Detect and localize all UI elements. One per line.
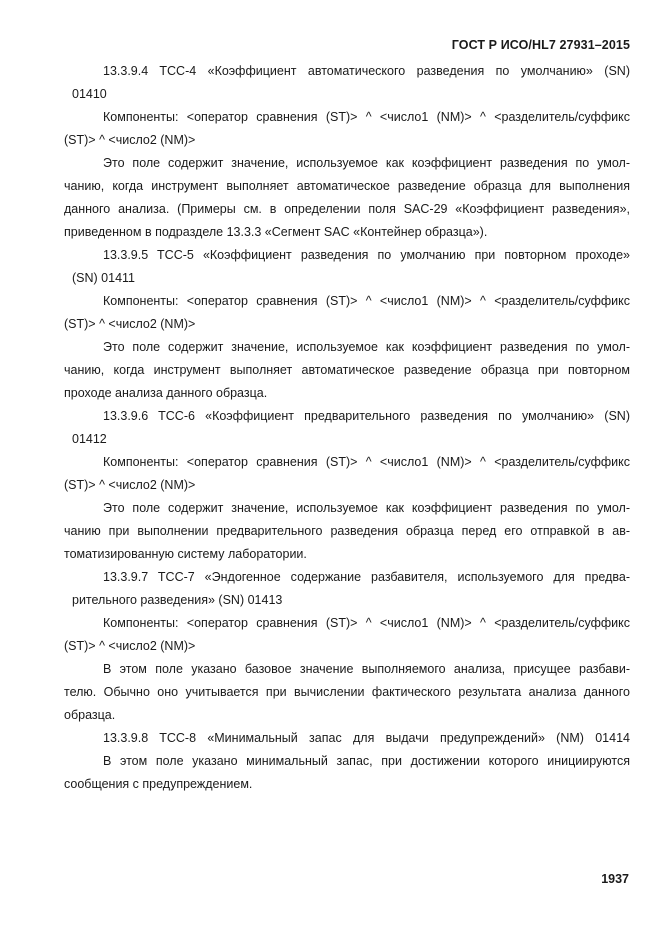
text-line: (ST)> ^ <число2 (NM)> [64,317,196,331]
text-line: Компоненты: <оператор сравнения (ST)> ^ <число1 (NM)> ^ <разделитель/суффикс [103,616,630,630]
text-line: Это поле содержит значение, используемое как коэффициент разведения по умол- [103,501,630,515]
text-line: 13.3.9.5 TCC-5 «Коэффициент разведения по умолчанию при повторном проходе» [103,248,630,262]
text-line: телю. Обычно оно учитывается при вычислении фактического результата анализа данного [64,685,630,699]
text-line: чанию, когда инструмент выполняет автоматическое разведение образца для выполнения [64,179,630,193]
text-line: данного анализа. (Примеры см. в определении поля SAC-29 «Коэффициент разведения», [64,202,630,216]
text-line: Компоненты: <оператор сравнения (ST)> ^ <число1 (NM)> ^ <разделитель/суффикс [103,294,630,308]
text-line: приведенном в подразделе 13.3.3 «Сегмент SAC «Контейнер образца»). [64,225,488,239]
text-line: 13.3.9.6 TCC-6 «Коэффициент предварительного разведения по умолчанию» (SN) [103,409,630,423]
text-line: 01410 [72,87,107,101]
document-header: ГОСТ Р ИСО/HL7 27931–2015 [451,38,630,52]
text-line: Компоненты: <оператор сравнения (ST)> ^ <число1 (NM)> ^ <разделитель/суффикс [103,455,630,469]
text-line: (SN) 01411 [72,271,135,285]
text-line: Компоненты: <оператор сравнения (ST)> ^ <число1 (NM)> ^ <разделитель/суффикс [103,110,630,124]
text-line: образца. [64,708,116,722]
text-line: В этом поле указано базовое значение выполняемого анализа, присущее разбави- [103,662,630,676]
text-line: чанию, когда инструмент выполняет автоматическое разведение образца при повторном [64,363,630,377]
text-line: Это поле содержит значение, используемое как коэффициент разведения по умол- [103,340,630,354]
text-line: 13.3.9.8 TCC-8 «Минимальный запас для выдачи предупреждений» (NM) 01414 [103,731,630,745]
text-line: проходе анализа данного образца. [64,386,268,400]
text-line: сообщения с предупреждением. [64,777,253,791]
text-line: (ST)> ^ <число2 (NM)> [64,639,196,653]
page-number: 1937 [601,872,629,886]
text-line: томатизированную систему лаборатории. [64,547,307,561]
text-line: 01412 [72,432,107,446]
text-line: Это поле содержит значение, используемое как коэффициент разведения по умол- [103,156,630,170]
text-line: (ST)> ^ <число2 (NM)> [64,478,196,492]
text-line: 13.3.9.4 TCC-4 «Коэффициент автоматического разведения по умолчанию» (SN) [103,64,630,78]
text-line: В этом поле указано минимальный запас, при достижении которого инициируются [103,754,630,768]
text-line: 13.3.9.7 TCC-7 «Эндогенное содержание разбавителя, используемого для предва- [103,570,630,584]
text-line: (ST)> ^ <число2 (NM)> [64,133,196,147]
text-line: рительного разведения» (SN) 01413 [72,593,283,607]
text-line: чанию при выполнении предварительного разведения образца перед его отправкой в ав- [64,524,630,538]
